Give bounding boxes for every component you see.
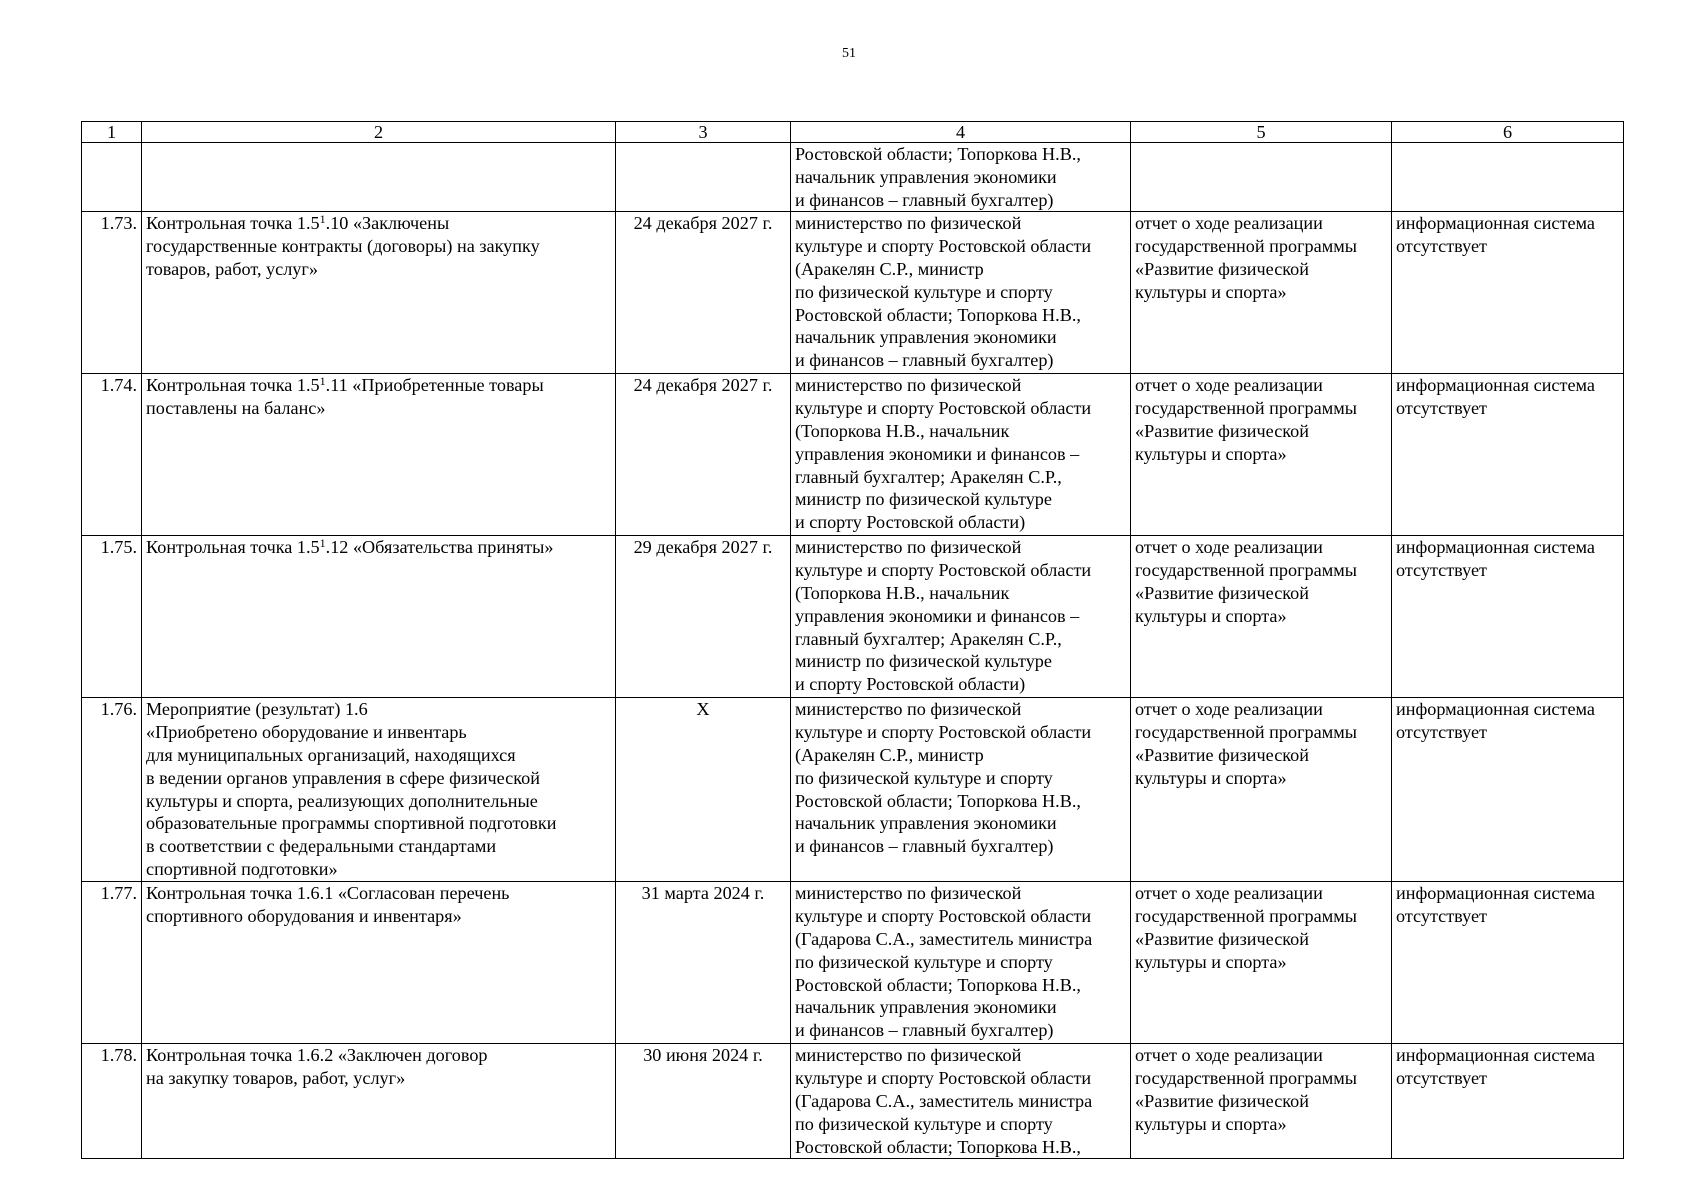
table-row-continuation: [82, 143, 1624, 212]
row-system: информационная система отсутствует: [1392, 698, 1624, 882]
page-number: 51: [842, 46, 856, 61]
row-document: отчет о ходе реализации государственной программы «Развитие физической культуры и спорта»: [1131, 536, 1392, 698]
row-responsible: министерство по физической культуре и спорту Ростовской области (Гадарова С.А., заместитель министра по физической культуре и спорту Ростовской области; Топоркова Н.В.,: [791, 1044, 1131, 1159]
table-row: [82, 212, 1624, 374]
column-header-6: 6: [1392, 122, 1624, 143]
row-system: информационная система отсутствует: [1392, 882, 1624, 1044]
row-name-text: Контрольная точка 1.5: [146, 375, 320, 396]
row-responsible: Ростовской области; Топоркова Н.В., начальник управления экономики и финансов – главный бухгалтер): [791, 143, 1131, 212]
row-number: 1.76.: [82, 698, 142, 882]
row-name-text: Контрольная точка 1.6.2 «Заключен договор на закупку товаров, работ, услуг»: [146, 1045, 488, 1089]
row-name: [142, 374, 616, 536]
row-name-text-tail: .10 «Заключены государственные контракты (договоры) на закупку товаров, работ, услуг»: [146, 213, 540, 279]
superscript: 1: [319, 536, 326, 551]
row-name-text: Контрольная точка 1.5: [146, 537, 320, 558]
row-responsible: министерство по физической культуре и спорту Ростовской области (Аракелян С.Р., министр по физической культуре и спорту Ростовской области; Топоркова Н.В., начальник управления экономики и финансов – главный бухгалтер): [791, 212, 1131, 374]
row-name: [142, 536, 616, 698]
control-points-table: [81, 121, 1624, 1159]
row-number: 1.74.: [82, 374, 142, 536]
row-name: [142, 1044, 616, 1159]
table-row: [82, 1044, 1624, 1159]
row-document: отчет о ходе реализации государственной программы «Развитие физической культуры и спорта»: [1131, 374, 1392, 536]
row-name-text: Мероприятие (результат) 1.6 «Приобретено оборудование и инвентарь для муниципальных организаций, находящихся в ведении органов управления в сфере физической культуры и спорта, реализующих дополнительные образовательные программы спортивной подготовки в соответствии с федеральными стандартами спортивной подготовки»: [146, 699, 557, 879]
table-row: [82, 698, 1624, 882]
column-header-4: 4: [791, 122, 1131, 143]
table-row: [82, 882, 1624, 1044]
row-system: информационная система отсутствует: [1392, 374, 1624, 536]
table-row: [82, 374, 1624, 536]
header-row: [82, 122, 1624, 143]
row-term: 31 марта 2024 г.: [616, 882, 791, 1044]
row-number: 1.78.: [82, 1044, 142, 1159]
row-responsible: министерство по физической культуре и спорту Ростовской области (Аракелян С.Р., министр по физической культуре и спорту Ростовской области; Топоркова Н.В., начальник управления экономики и финансов – главный бухгалтер): [791, 698, 1131, 882]
row-document: отчет о ходе реализации государственной программы «Развитие физической культуры и спорта»: [1131, 1044, 1392, 1159]
row-responsible: министерство по физической культуре и спорту Ростовской области (Гадарова С.А., заместитель министра по физической культуре и спорту Ростовской области; Топоркова Н.В., начальник управления экономики и финансов – главный бухгалтер): [791, 882, 1131, 1044]
row-name: [142, 212, 616, 374]
row-system: информационная система отсутствует: [1392, 1044, 1624, 1159]
row-document: отчет о ходе реализации государственной программы «Развитие физической культуры и спорта»: [1131, 882, 1392, 1044]
column-header-2: 2: [142, 122, 616, 143]
row-responsible: министерство по физической культуре и спорту Ростовской области (Топоркова Н.В., начальник управления экономики и финансов – главный бухгалтер; Аракелян С.Р., министр по физической культуре и спорту Ростовской области): [791, 374, 1131, 536]
column-header-3: 3: [616, 122, 791, 143]
column-header-5: 5: [1131, 122, 1392, 143]
column-header-1: 1: [82, 122, 142, 143]
row-system: информационная система отсутствует: [1392, 536, 1624, 698]
row-term: X: [616, 698, 791, 882]
row-name: [142, 698, 616, 882]
row-name-text: Контрольная точка 1.6.1 «Согласован перечень спортивного оборудования и инвентаря»: [146, 883, 510, 927]
row-document: отчет о ходе реализации государственной программы «Развитие физической культуры и спорта»: [1131, 698, 1392, 882]
row-name: [142, 882, 616, 1044]
row-term: 29 декабря 2027 г.: [616, 536, 791, 698]
superscript: 1: [319, 374, 326, 389]
row-name: [142, 143, 616, 212]
row-document: отчет о ходе реализации государственной программы «Развитие физической культуры и спорта»: [1131, 212, 1392, 374]
row-name-text-tail: .11 «Приобретенные товары поставлены на баланс»: [146, 375, 544, 419]
row-system: [1392, 143, 1624, 212]
table-row: [82, 536, 1624, 698]
row-name-text-tail: .12 «Обязательства приняты»: [325, 537, 554, 558]
row-term: 24 декабря 2027 г.: [616, 374, 791, 536]
row-term: 24 декабря 2027 г.: [616, 212, 791, 374]
row-number: 1.77.: [82, 882, 142, 1044]
row-number: 1.75.: [82, 536, 142, 698]
row-responsible: министерство по физической культуре и спорту Ростовской области (Топоркова Н.В., начальник управления экономики и финансов – главный бухгалтер; Аракелян С.Р., министр по физической культуре и спорту Ростовской области): [791, 536, 1131, 698]
row-term: [616, 143, 791, 212]
row-number: [82, 143, 142, 212]
row-document: [1131, 143, 1392, 212]
row-system: информационная система отсутствует: [1392, 212, 1624, 374]
superscript: 1: [319, 212, 326, 227]
row-name-text: Контрольная точка 1.5: [146, 213, 320, 234]
row-term: 30 июня 2024 г.: [616, 1044, 791, 1159]
row-number: 1.73.: [82, 212, 142, 374]
